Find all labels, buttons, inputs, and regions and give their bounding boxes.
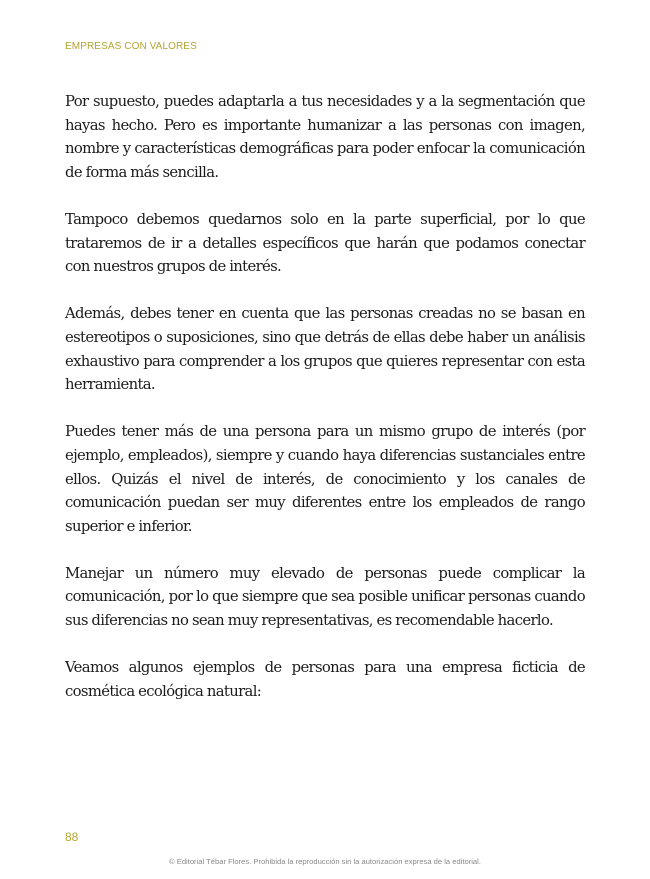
page-number: 88	[65, 830, 79, 844]
running-header: EMPRESAS CON VALORES	[65, 41, 197, 52]
paragraph-3: Además, debes tener en cuenta que las personas creadas no se basan en estereotipos o suposiciones, sino que detrás de ellas debe haber un análisis exhaustivo para comprender a los grupos que quieres representar con esta herramienta.	[65, 305, 585, 394]
copyright-footer: © Editorial Tébar Flores. Prohibida la reproducción sin la autorización expresa de la editorial.	[169, 857, 481, 866]
paragraph-5: Manejar un número muy elevado de personas puede complicar la comunicación, por lo que siempre que sea posible unificar personas cuando sus diferencias no sean muy representativas, es recomendable hacerlo.	[65, 564, 585, 630]
paragraph-6: Veamos algunos ejemplos de personas para una empresa ficticia de cosmética ecológica natural:	[65, 659, 585, 700]
paragraph-1: Por supuesto, puedes adaptarla a tus necesidades y a la segmentación que hayas hecho. Pero es importante humanizar a las personas con imagen, nombre y características demográficas para poder enfocar la comunicación de forma más sencilla.	[65, 93, 585, 181]
paragraph-2: Tampoco debemos quedarnos solo en la parte superficial, por lo que trataremos de ir a detalles específicos que harán que podamos conectar con nuestros grupos de interés.	[65, 210, 585, 276]
paragraph-4: Puedes tener más de una persona para un mismo grupo de interés (por ejemplo, empleados), siempre y cuando haya diferencias sustanciales entre ellos. Quizás el nivel de interés, de conocimiento y los canales de comunicación puedan ser muy diferentes entre los empleados de rango superior e inferior.	[65, 423, 585, 535]
body-text	[65, 90, 585, 727]
